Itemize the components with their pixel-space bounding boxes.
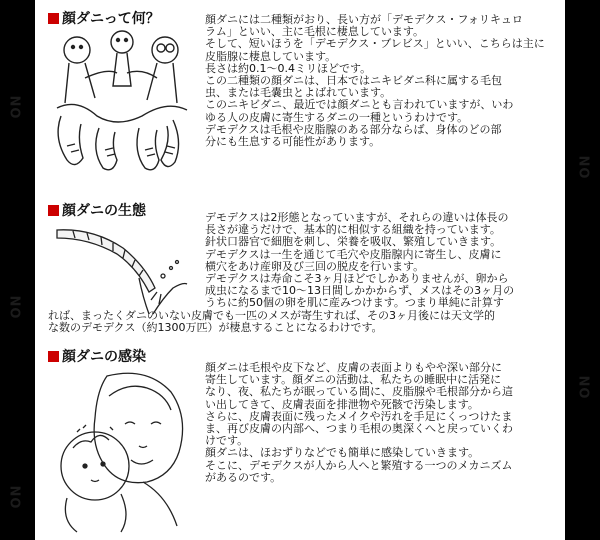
section-text-infection: 顔ダニは毛根や皮下など、皮膚の表面よりもやや深い部分に 寄生しています。顔ダニの活動は、私たちの睡眠中に活発に なり、夜、私たちが眠っている間に、皮脂腺や毛根部分から這 い出してきて、皮膚表面を排泄物や死骸で汚染します。 さらに、皮膚表面に残ったメイクや汚れを手足にくっつけたま ま、再び皮膚の内部へ、つまり毛根の奥深くへと戻っていくわ けです。 顔ダニは、ほおずりなどでも簡単に感染していきます。 そこに、デモデクスが人から人へと繁殖する一つのメカニズム があるのです。 [205, 361, 513, 484]
left-border [0, 0, 35, 540]
mother-baby-cheek-illustration [47, 366, 197, 536]
section-heading-infection: 顔ダニの感染 [48, 346, 146, 366]
section-heading-what: 顔ダニって何？ [48, 8, 160, 28]
watermark: NO [6, 295, 22, 320]
watermark: NO [575, 155, 591, 180]
section-text-what: 顔ダニには二種類がおり、長い方が「デモデクス・フォリキュロ ラム」といい、主に毛根に棲息しています。 そして、短いほうを「デモデクス・ブレビス」といい、こちらは主に 皮脂腺に棲息しています。 長さは約0.1～0.4ミリほどです。 この二種類の顔ダニは、日本ではニキビダニ科に属する毛包 虫、または毛嚢虫とよばれています。 このニキビダニ、最近では顔ダニとも言われていますが、いわ ゆる人の皮膚に寄生するダニの一種というわけです。 デモデクスは毛根や皮脂腺のある部分ならば、身体のどの部 分にも生息する可能性があります。 [205, 13, 545, 149]
watermark: NO [6, 485, 22, 510]
right-border [565, 0, 600, 540]
bullet-square-icon [48, 205, 59, 216]
section-text-ecology: デモデクスは2形態となっていますが、それらの違いは体長の 長さが違うだけで、基本的に相似する組織を持っています。 針状口器官で細胞を刺し、栄養を吸収、繁殖していきます。 デモデクスは一生を通じて毛穴や皮脂腺内に寄生し、皮膚に 横穴をあけ産卵及び三回の脱皮を行います。 デモデクスは寿命こそ3ヶ月ほどでしかありませんが、卵から 成虫になるまで10～13日間しかかからず、メスはその3ヶ月の うちに約50個の卵を肌に産みつけます。つまり単純に計算す [205, 211, 515, 310]
bullet-square-icon [48, 13, 59, 24]
watermark: NO [575, 375, 591, 400]
watermark: NO [6, 95, 22, 120]
section-heading-ecology: 顔ダニの生態 [48, 200, 146, 220]
article [35, 0, 565, 540]
bullet-square-icon [48, 351, 59, 362]
mites-dancing-illustration [47, 28, 197, 178]
mite-in-pore-illustration [53, 218, 188, 318]
section-text-ecology-continued: れば、まったくダニのいない皮膚でも一匹のメスが寄生すれば、その3ヶ月後には天文学的 な数のデモデクス（約1300万匹）が棲息することになるわけです。 [48, 309, 495, 335]
